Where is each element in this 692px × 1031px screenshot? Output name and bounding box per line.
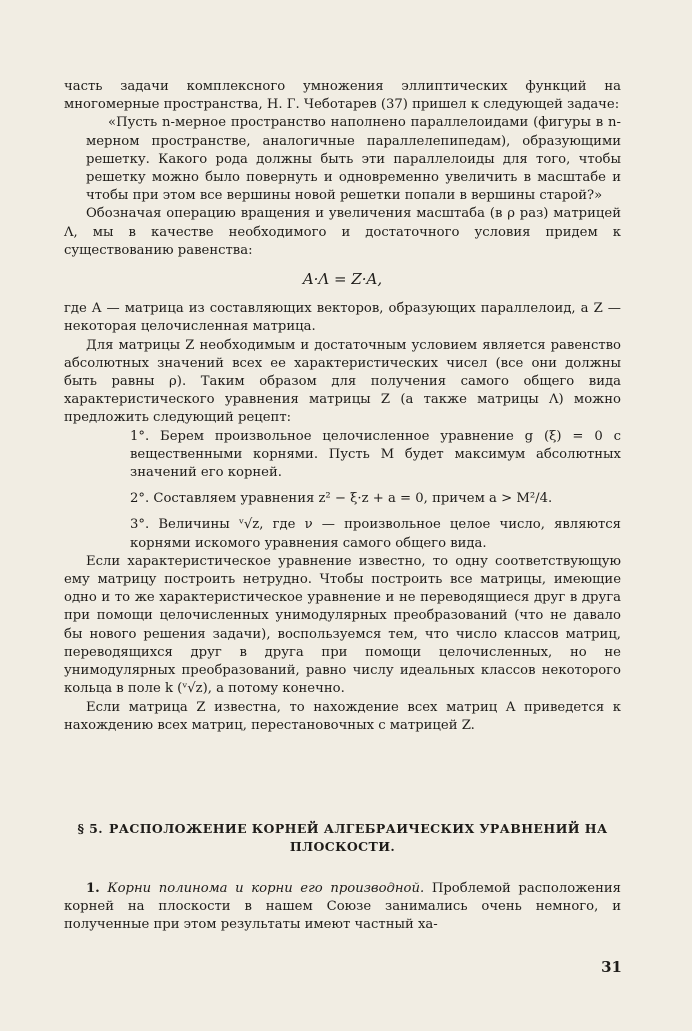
recipe-step-3: 3°. Величины ᵛ√z, где ν — произвольное целое число, являются корнями искомого уравнения самого общего вида. <box>130 517 621 551</box>
subsection-heading: Корни полинома и корни его производной. <box>107 881 425 896</box>
section-number: § 5. <box>77 821 103 836</box>
subsection-text: Проблемой расположения корней на плоскости в нашем Союзе занимались очень немного, и полученные при этом результаты имеют частный ха- <box>64 881 621 933</box>
paragraph-where: где A — матрица из составляющих векторов, образующих параллелоид, а Z — некоторая целочисленная матрица. <box>64 301 621 335</box>
recipe-step-2: 2°. Составляем уравнения z² − ξ·z + a = 0, причем a > M²/4. <box>130 491 553 507</box>
paragraph-matrix-z: Если матрица Z известна, то нахождение всех матриц A приведется к нахождению всех матриц, перестановочных с матрицей Z. <box>64 699 621 733</box>
paragraph-characteristic: Если характеристическое уравнение известно, то одну соответствующую ему матрицу построить нетрудно. Чтобы построить все матрицы, имеющие одно и то же характеристическое уравнение и не переводящиеся друг в друга при помощи целочисленных унимодулярных преобразований (что не давало бы нового решения задачи), воспользуемся тем, что число классов матриц, переводящихся друг в друга при помощи целочисленных, но не унимодулярных преобразований, равно числу идеальных классов некоторого кольца в поле k (ᵛ√z), а потому конечно. <box>64 553 621 697</box>
quotation-chebotarev: «Пусть n-мерное пространство наполнено параллелоидами (фигуры в n-мерном пространстве, аналогичные параллелепипедам), образующими решетку. Какого рода должны быть эти параллелоиды для того, чтобы решетку можно было повернуть и одновременно увеличить в масштабе и чтобы при этом все вершины новой решетки попали в вершины старой?» <box>86 115 621 204</box>
main-text-block <box>64 78 621 735</box>
paragraph-intro: часть задачи комплексного умножения эллиптических функций на многомерные пространства, Н. Г. Чеботарев (37) пришел к следующей задаче: <box>64 79 621 113</box>
page-number: 31 <box>601 958 622 976</box>
subsection-paragraph <box>64 880 621 935</box>
paragraph-condition: Для матрицы Z необходимым и достаточным условием является равенство абсолютных значений всех ее характеристических чисел (все они должны быть равны ρ). Таким образом для получения самого общего вида характеристического уравнения матрицы Z (а также матрицы Λ) можно предложить следующий рецепт: <box>64 337 621 426</box>
recipe-list <box>64 428 621 553</box>
equation-matrix: A·Λ = Z·A, <box>302 270 383 289</box>
paragraph-operation: Обозначая операцию вращения и увеличения масштаба (в ρ раз) матрицей Λ, мы в качестве необходимого и достаточного условия придем к существованию равенства: <box>64 206 621 258</box>
subsection-number: 1. <box>86 881 100 896</box>
recipe-step-1: 1°. Берем произвольное целочисленное уравнение g (ξ) = 0 с вещественными корнями. Пусть M будет максимум абсолютных значений его корней. <box>130 428 621 481</box>
section-title-text: РАСПОЛОЖЕНИЕ КОРНЕЙ АЛГЕБРАИЧЕСКИХ УРАВНЕНИЙ НА ПЛОСКОСТИ. <box>109 821 608 854</box>
section-heading <box>64 820 621 856</box>
